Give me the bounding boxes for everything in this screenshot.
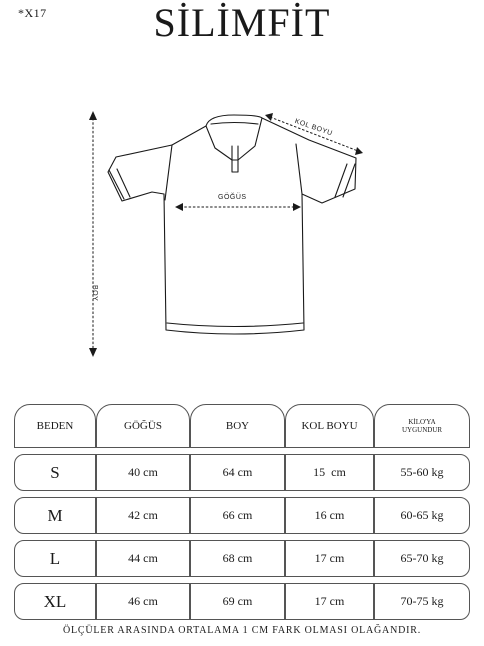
- header-gogus: GÖĞÜS: [96, 404, 190, 448]
- chest-cell: 44 cm: [96, 540, 190, 577]
- length-cell: 66 cm: [190, 497, 285, 534]
- length-label: BOY: [91, 285, 98, 302]
- header-kilo: [374, 404, 470, 448]
- length-cell: 69 cm: [190, 583, 285, 620]
- size-table: [14, 404, 470, 620]
- table-row: [14, 583, 470, 620]
- length-cell: 64 cm: [190, 454, 285, 491]
- size-cell: S: [14, 454, 96, 491]
- header-beden: BEDEN: [14, 404, 96, 448]
- header-boy: BOY: [190, 404, 285, 448]
- length-cell: 68 cm: [190, 540, 285, 577]
- size-cell: L: [14, 540, 96, 577]
- measurement-note: ÖLÇÜLER ARASINDA ORTALAMA 1 CM FARK OLMASI OLAĞANDIR.: [62, 625, 422, 636]
- table-row: [14, 497, 470, 534]
- header-kilo-text: KİLO'YA UYGUNDUR: [401, 418, 443, 434]
- sleeve-length-label: KOL BOYU: [293, 118, 334, 138]
- shirt-zipper: [232, 146, 238, 172]
- table-row: [14, 454, 470, 491]
- sleeve-cell: 17 cm: [285, 540, 374, 577]
- sleeve-cell: 15 cm: [285, 454, 374, 491]
- sleeve-cell: 16 cm: [285, 497, 374, 534]
- header-kol-boyu: KOL BOYU: [285, 404, 374, 448]
- table-row: [14, 540, 470, 577]
- chest-cell: 40 cm: [96, 454, 190, 491]
- shirt-collar: [206, 115, 262, 160]
- sleeve-cell: 17 cm: [285, 583, 374, 620]
- chest-cell: 46 cm: [96, 583, 190, 620]
- size-cell: M: [14, 497, 96, 534]
- brand-logo: SİLİMFİT: [153, 0, 331, 45]
- weight-cell: 70-75 kg: [374, 583, 470, 620]
- weight-cell: 65-70 kg: [374, 540, 470, 577]
- weight-cell: 60-65 kg: [374, 497, 470, 534]
- weight-cell: 55-60 kg: [374, 454, 470, 491]
- chest-cell: 42 cm: [96, 497, 190, 534]
- product-code: *X17: [18, 6, 47, 20]
- size-cell: XL: [14, 583, 96, 620]
- table-header-row: [14, 404, 470, 448]
- chest-label: GÖĞÜS: [218, 194, 247, 201]
